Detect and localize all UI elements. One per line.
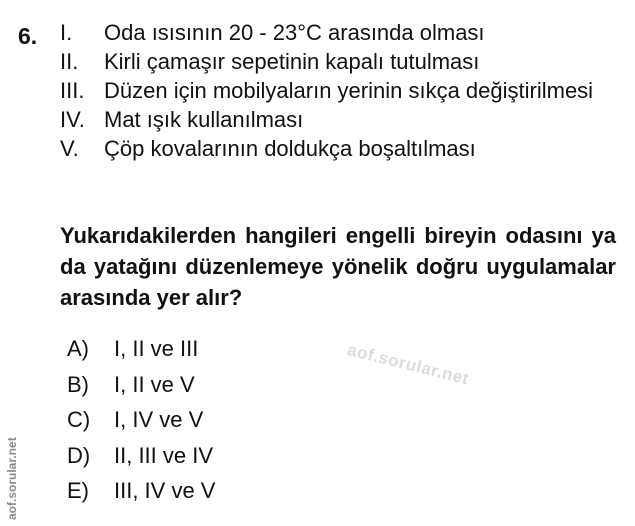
statement-item	[60, 18, 616, 47]
statement-text: Kirli çamaşır sepetinin kapalı tutulması	[104, 49, 480, 74]
statement-item	[60, 47, 616, 76]
answer-option-e[interactable]	[67, 473, 215, 509]
statement-roman: V.	[60, 136, 79, 161]
option-letter: A)	[67, 336, 89, 361]
answer-option-d[interactable]	[67, 438, 215, 474]
statement-text: Çöp kovalarının doldukça boşaltılması	[104, 136, 476, 161]
option-text: I, II ve III	[114, 336, 199, 361]
option-letter: E)	[67, 478, 89, 503]
option-letter: D)	[67, 442, 91, 468]
statement-item	[60, 76, 616, 105]
statement-roman: III.	[60, 78, 85, 103]
statement-roman: I.	[60, 20, 73, 45]
statement-item	[60, 105, 616, 134]
option-text: III, IV ve V	[114, 478, 216, 503]
answer-option-b[interactable]	[67, 367, 215, 403]
answer-option-c[interactable]	[67, 402, 215, 438]
statement-item	[60, 134, 616, 163]
answer-options	[67, 331, 215, 509]
watermark-side: aof.sorular.net	[5, 437, 19, 520]
option-letter: C)	[67, 407, 91, 432]
statement-roman: IV.	[60, 107, 85, 132]
statement-roman: II.	[60, 49, 79, 74]
option-text: I, IV ve V	[114, 407, 204, 432]
statement-text: Oda ısısının 20 - 23°C arasında olması	[104, 20, 485, 45]
answer-option-a[interactable]	[67, 331, 215, 367]
question-number: 6.	[18, 23, 38, 49]
question-prompt: Yukarıdakilerden hangileri engelli bireyin odasını ya da yatağını düzenlemeye yönelik doğru uygulamalar arasında yer alır?	[60, 223, 616, 310]
option-text: I, II ve V	[114, 371, 195, 397]
option-text: II, III ve IV	[114, 442, 214, 468]
statement-text: Mat ışık kullanılması	[104, 107, 304, 132]
statement-text: Düzen için mobilyaların yerinin sıkça değiştirilmesi	[104, 78, 594, 103]
watermark-diagonal: aof.sorular.net	[345, 340, 471, 389]
option-letter: B)	[67, 371, 89, 397]
statement-list	[60, 18, 616, 163]
